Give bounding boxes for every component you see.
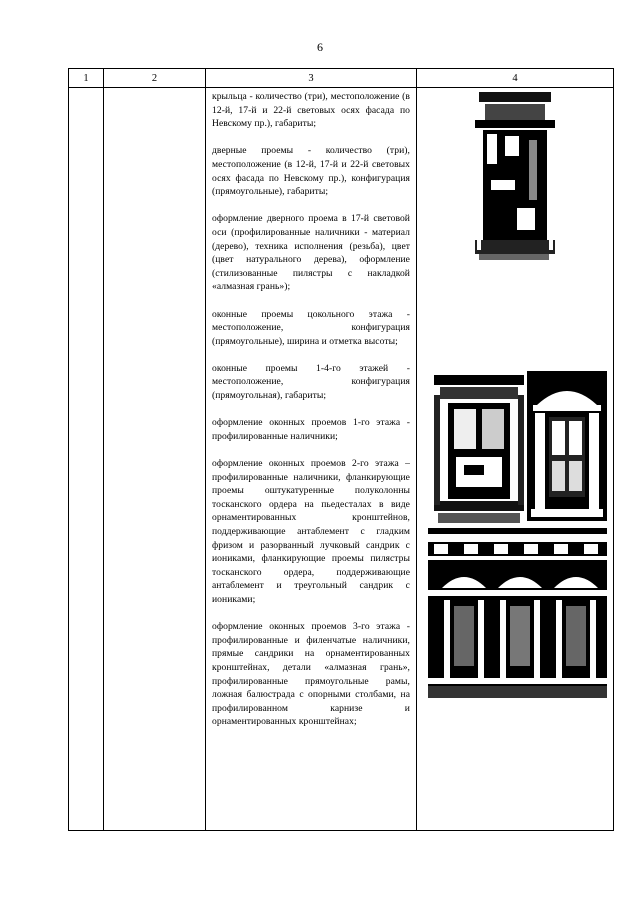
paragraph-windows-floor-3: оформление оконных проемов 3-го этажа - профилированные и филенчатые наличники, прямые сандрики на орнаментированных кронштейнах, детали «алмазная грань», профилированные прямоугольные рамы, ложная балюстрада с опорными столбами, на профилированном карнизе и орнаментированных кронштейнах; (212, 621, 410, 728)
header-col-4: 4 (417, 69, 614, 88)
page-number: 6 (317, 40, 323, 54)
window-photo-right (527, 371, 607, 521)
paragraph-windows-floor-2: оформление оконных проемов 2-го этажа – профилированные наличники, фланкирующие проемы оштукатуренные полуколонны тосканского ордера на пьедесталах в виде орнаментированных кронштейнов, поддерживающие антаблемент с гладким фризом и разорванный лучковый сандрик с иониками, фланкирующие проемы пилястры тосканского ордера, поддерживающие антаблемент и треугольный сандрик с иониками; (212, 458, 410, 605)
paragraph-porches: крыльца - количество (три), местоположение (в 12-й, 17-й и 22-й световых осях фасада по Невскому пр.), габариты; (212, 91, 410, 130)
header-col-1: 1 (69, 69, 104, 88)
paragraph-windows-floor-1: оформление оконных проемов 1-го этажа - профилированные наличники; (212, 417, 410, 442)
cell-col-3-description (206, 88, 417, 831)
paragraph-door-decoration: оформление дверного проема в 17-й световой оси (профилированные наличники - материал (дерево), техника исполнения (резьба), цвет (цвет натурального дерева), оформление (стилизованные пилястры с накладкой «алмазная грань»); (212, 213, 410, 293)
cell-col-2 (104, 88, 206, 831)
header-col-2: 2 (104, 69, 206, 88)
facade-photo (424, 528, 607, 698)
door-photo (475, 90, 555, 262)
table-row (69, 88, 614, 831)
header-col-3: 3 (206, 69, 417, 88)
window-photo-left (434, 375, 524, 525)
paragraph-door-openings: дверные проемы - количество (три), местоположение (в 12-й, 17-й и 22-й световых осях фасада по Невскому пр.), конфигурация (прямоугольные), габариты; (212, 145, 410, 198)
table-header-row (69, 69, 614, 88)
cell-col-1 (69, 88, 104, 831)
document-table (68, 68, 614, 831)
paragraph-basement-windows: оконные проемы цокольного этажа - местоположение, конфигурация (прямоугольные), ширина и отметка высоты; (212, 308, 410, 347)
cell-col-4-photos (417, 88, 614, 831)
paragraph-windows-1-4: оконные проемы 1-4-го этажей - местоположение, конфигурация (прямоугольная), габариты; (212, 362, 410, 402)
